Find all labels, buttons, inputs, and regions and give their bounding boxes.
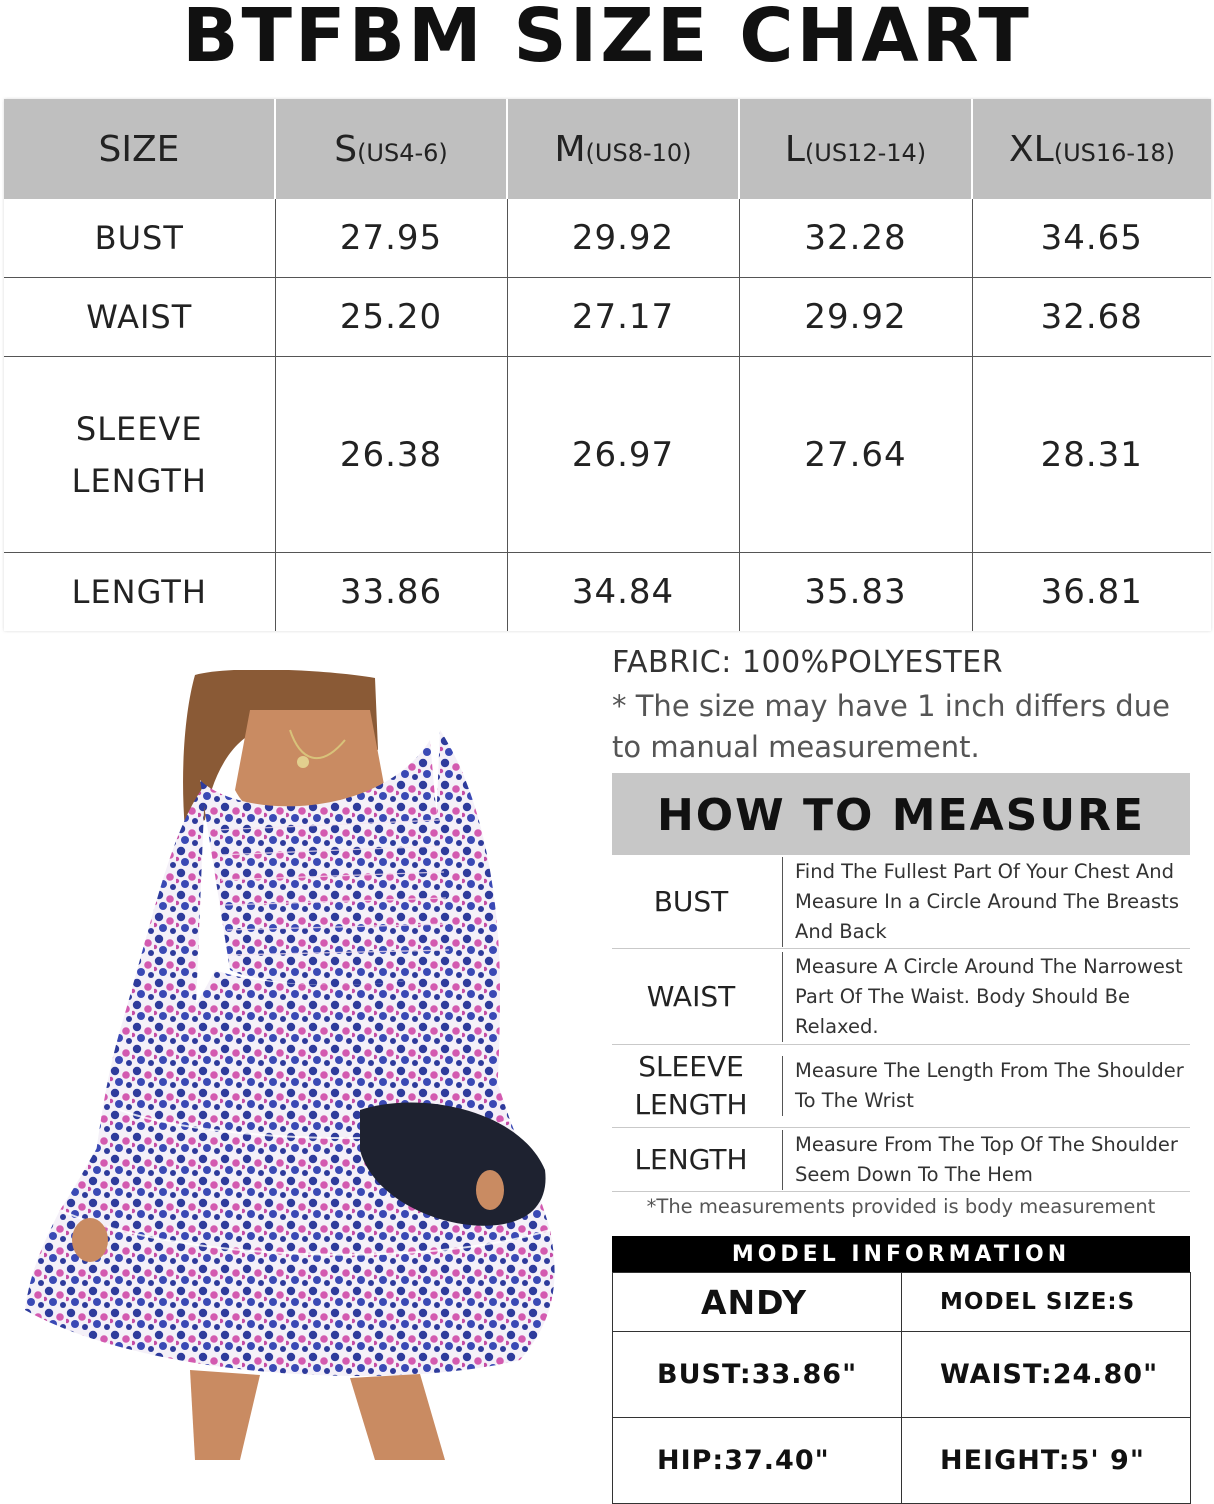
size-header-s (275, 99, 507, 199)
model-hip: HIP:37.40" (613, 1418, 902, 1504)
measure-label: WAIST (612, 949, 770, 1045)
measure-description (770, 855, 1190, 949)
size-chart-table (4, 99, 1211, 631)
page-title: BTFBM SIZE CHART (182, 0, 1032, 79)
table-cell: 32.68 (972, 277, 1211, 356)
table-cell: 29.92 (507, 199, 739, 277)
row-label-line2: LENGTH (71, 461, 207, 500)
model-dress-photo (0, 670, 590, 1470)
measure-label: LENGTH (612, 1128, 770, 1192)
model-information-table (612, 1272, 1191, 1504)
size-header-m (507, 99, 739, 199)
table-cell: 26.38 (275, 356, 507, 553)
row-label-line1: SLEEVE (75, 409, 203, 448)
measurement-footnote: *The measurements provided is body measurement (646, 1195, 1156, 1218)
size-main: L (784, 128, 805, 170)
measure-label-line2: LENGTH (634, 1088, 748, 1121)
how-to-measure-table (612, 855, 1190, 1192)
table-row (4, 277, 1211, 356)
measure-text: Find The Fullest Part Of Your Chest And Measure In a Circle Around The Breasts And Back (782, 857, 1190, 947)
size-sub: (US12-14) (804, 138, 927, 167)
measure-description (770, 1128, 1190, 1192)
measure-label-line1: SLEEVE (638, 1050, 744, 1083)
size-chart-header-row (4, 99, 1211, 199)
table-cell: 29.92 (739, 277, 972, 356)
size-main: XL (1009, 128, 1054, 170)
table-cell: 27.95 (275, 199, 507, 277)
table-cell: 27.17 (507, 277, 739, 356)
model-size: MODEL SIZE:S (902, 1273, 1191, 1332)
measure-description (770, 949, 1190, 1045)
measure-label: BUST (612, 855, 770, 949)
measure-text: Measure A Circle Around The Narrowest Part Of The Waist. Body Should Be Relaxed. (782, 952, 1190, 1042)
measure-label (612, 1045, 770, 1128)
row-label: WAIST (4, 277, 275, 356)
size-main: M (554, 128, 586, 170)
size-header-xl (972, 99, 1211, 199)
list-item (612, 1128, 1190, 1192)
table-row (613, 1332, 1191, 1418)
table-cell: 28.31 (972, 356, 1211, 553)
row-label: LENGTH (71, 573, 207, 612)
measure-description (770, 1045, 1190, 1128)
table-cell: 35.83 (739, 553, 972, 631)
model-bust: BUST:33.86" (613, 1332, 902, 1418)
size-sub: (US16-18) (1053, 138, 1175, 167)
table-cell: 27.64 (739, 356, 972, 553)
model-name: ANDY (613, 1273, 902, 1332)
table-row (4, 553, 1211, 631)
measure-text: Measure From The Top Of The Shoulder Seem Down To The Hem (782, 1130, 1190, 1190)
table-cell: 26.97 (507, 356, 739, 553)
table-row (4, 356, 1211, 553)
table-cell: 34.65 (972, 199, 1211, 277)
list-item (612, 1045, 1190, 1128)
size-difference-note: * The size may have 1 inch differs due to manual measurement. (612, 689, 1170, 764)
table-cell: 34.84 (507, 553, 739, 631)
table-cell: 32.28 (739, 199, 972, 277)
table-row (613, 1273, 1191, 1332)
table-cell: 25.20 (275, 277, 507, 356)
table-cell: 33.86 (275, 553, 507, 631)
list-item (612, 949, 1190, 1045)
size-header-label: SIZE (4, 99, 275, 199)
model-height: HEIGHT:5' 9" (902, 1418, 1191, 1504)
table-cell: 36.81 (972, 553, 1211, 631)
model-information-title: MODEL INFORMATION (612, 1236, 1190, 1272)
fabric-info: FABRIC: 100%POLYESTER (612, 645, 1004, 680)
row-label: BUST (4, 199, 275, 277)
table-row (4, 199, 1211, 277)
size-sub: (US8-10) (585, 138, 692, 167)
measure-text: Measure The Length From The Shoulder To The Wrist (782, 1056, 1190, 1116)
size-sub: (US4-6) (357, 138, 448, 167)
size-main: S (334, 128, 358, 170)
size-header-l (739, 99, 972, 199)
table-row (613, 1418, 1191, 1504)
list-item (612, 855, 1190, 949)
how-to-measure-title: HOW TO MEASURE (612, 773, 1190, 855)
model-waist: WAIST:24.80" (902, 1332, 1191, 1418)
row-label (4, 356, 275, 553)
